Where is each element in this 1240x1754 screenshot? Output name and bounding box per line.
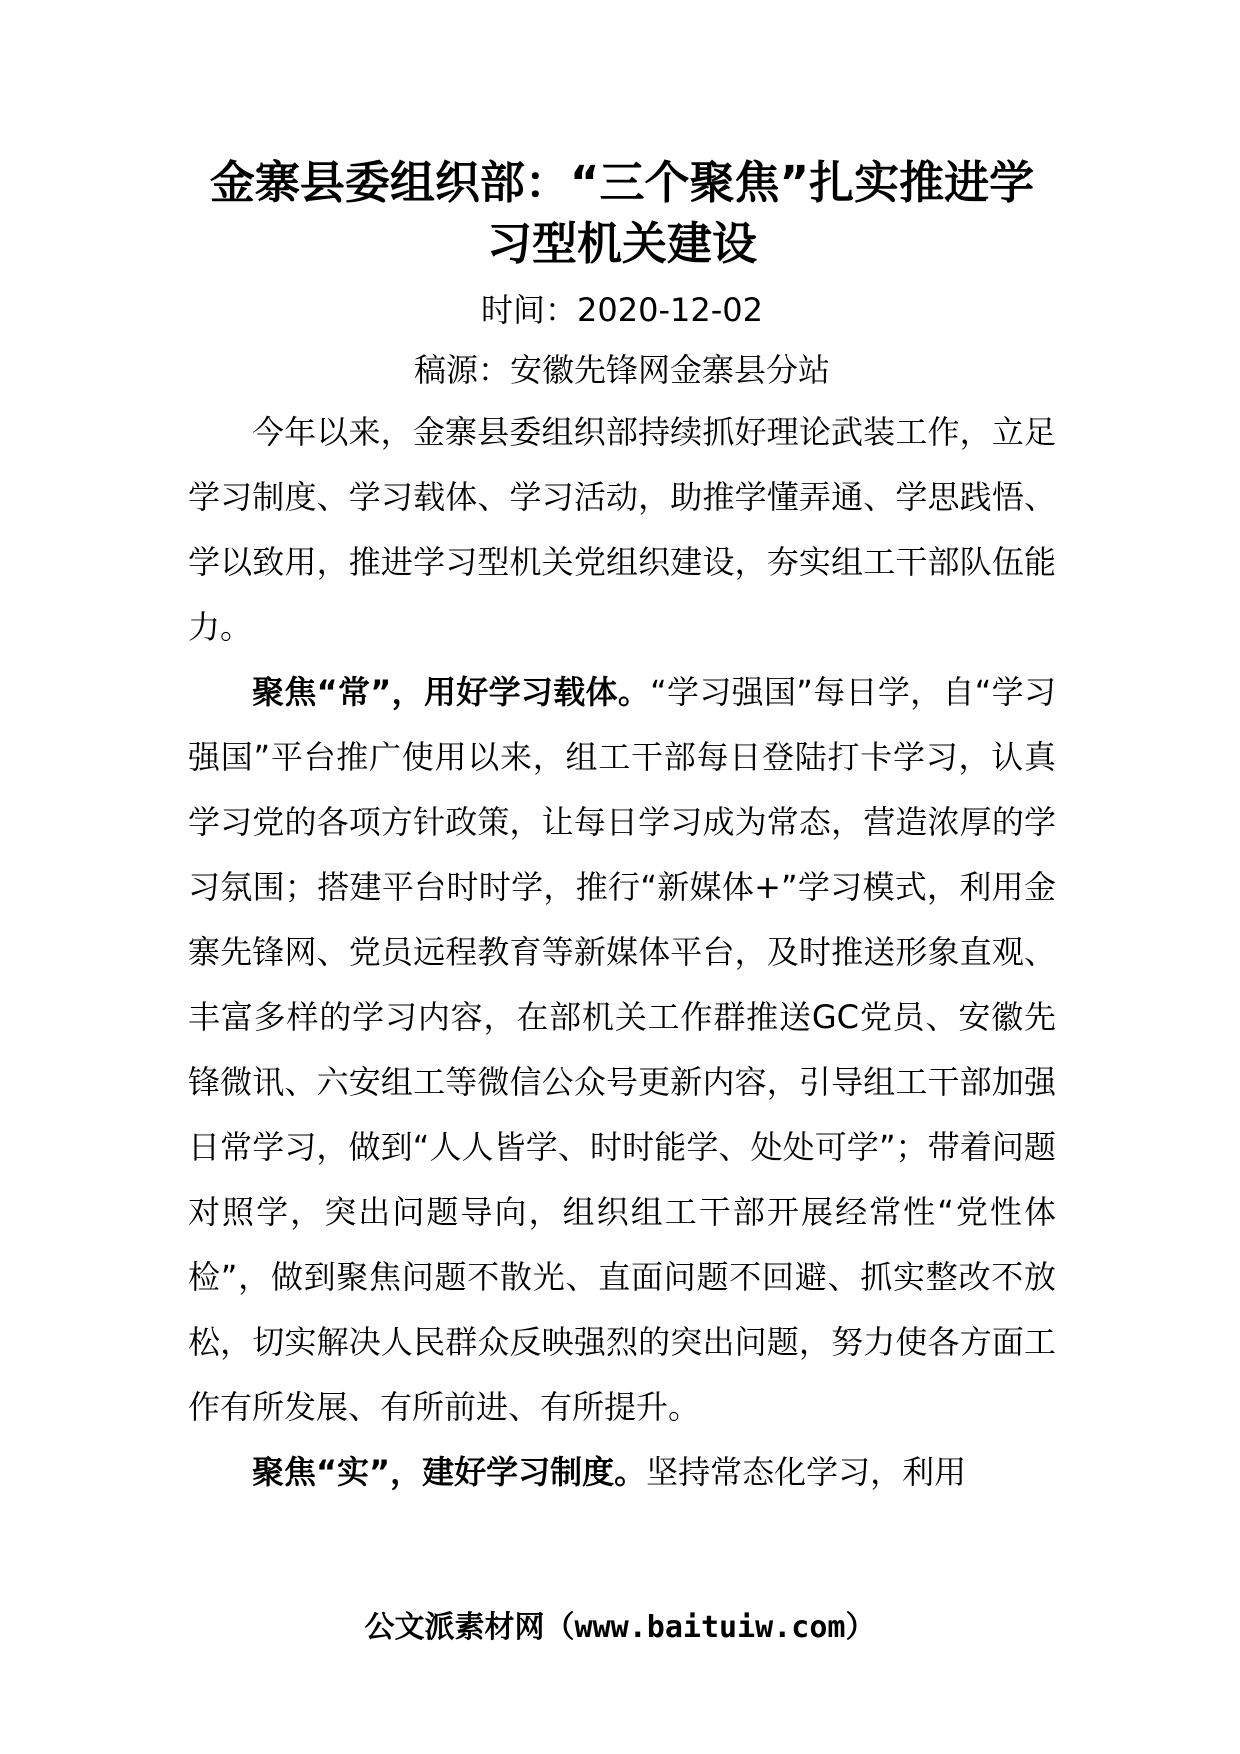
publish-time: 时间：2020-12-02 (481, 291, 763, 329)
paragraph-lead: 聚焦“实”，建好学习制度。 (252, 1453, 647, 1491)
paragraph (188, 400, 1056, 660)
paragraph-text: 今年以来，金寨县委组织部持续抓好理论武装工作，立足学习制度、学习载体、学习活动，助推学懂弄通、学思践悟、学以致用，推进学习型机关党组织建设，夯实组工干部队伍能力。 (188, 413, 1056, 646)
paragraph-lead: 聚焦“常”，用好学习载体。 (252, 673, 651, 711)
page-footer-watermark: 公文派素材网（www.baituiw.com） (364, 1610, 876, 1645)
paragraph-text: “学习强国”每日学，自“学习强国”平台推广使用以来，组工干部每日登陆打卡学习，认真学习党的各项方针政策，让每日学习成为常态，营造浓厚的学习氛围；搭建平台时时学，推行“新媒体+”学习模式，利用金寨先锋网、党员远程教育等新媒体平台，及时推送形象直观、丰富多样的学习内容，在部机关工作群推送GC党员、安徽先锋微讯、六安组工等微信公众号更新内容，引导组工干部加强日常学习，做到“人人皆学、时时能学、处处可学”；带着问题对照学，突出问题导向，组织组工干部开展经常性“党性体检”，做到聚焦问题不散光、直面问题不回避、抓实整改不放松，切实解决人民群众反映强烈的突出问题，努力使各方面工作有所发展、有所前进、有所提升。 (188, 673, 1056, 1426)
article-body (188, 400, 1056, 1505)
article-source: 稿源：安徽先锋网金寨县分站 (413, 351, 830, 389)
article-title: 金寨县委组织部：“三个聚焦”扎实推进学习型机关建设 (209, 156, 1035, 270)
document-page (188, 152, 1056, 1505)
paragraph-text: 坚持常态化学习，利用 (646, 1453, 967, 1491)
paragraph (188, 1440, 1056, 1505)
paragraph (188, 660, 1056, 1440)
